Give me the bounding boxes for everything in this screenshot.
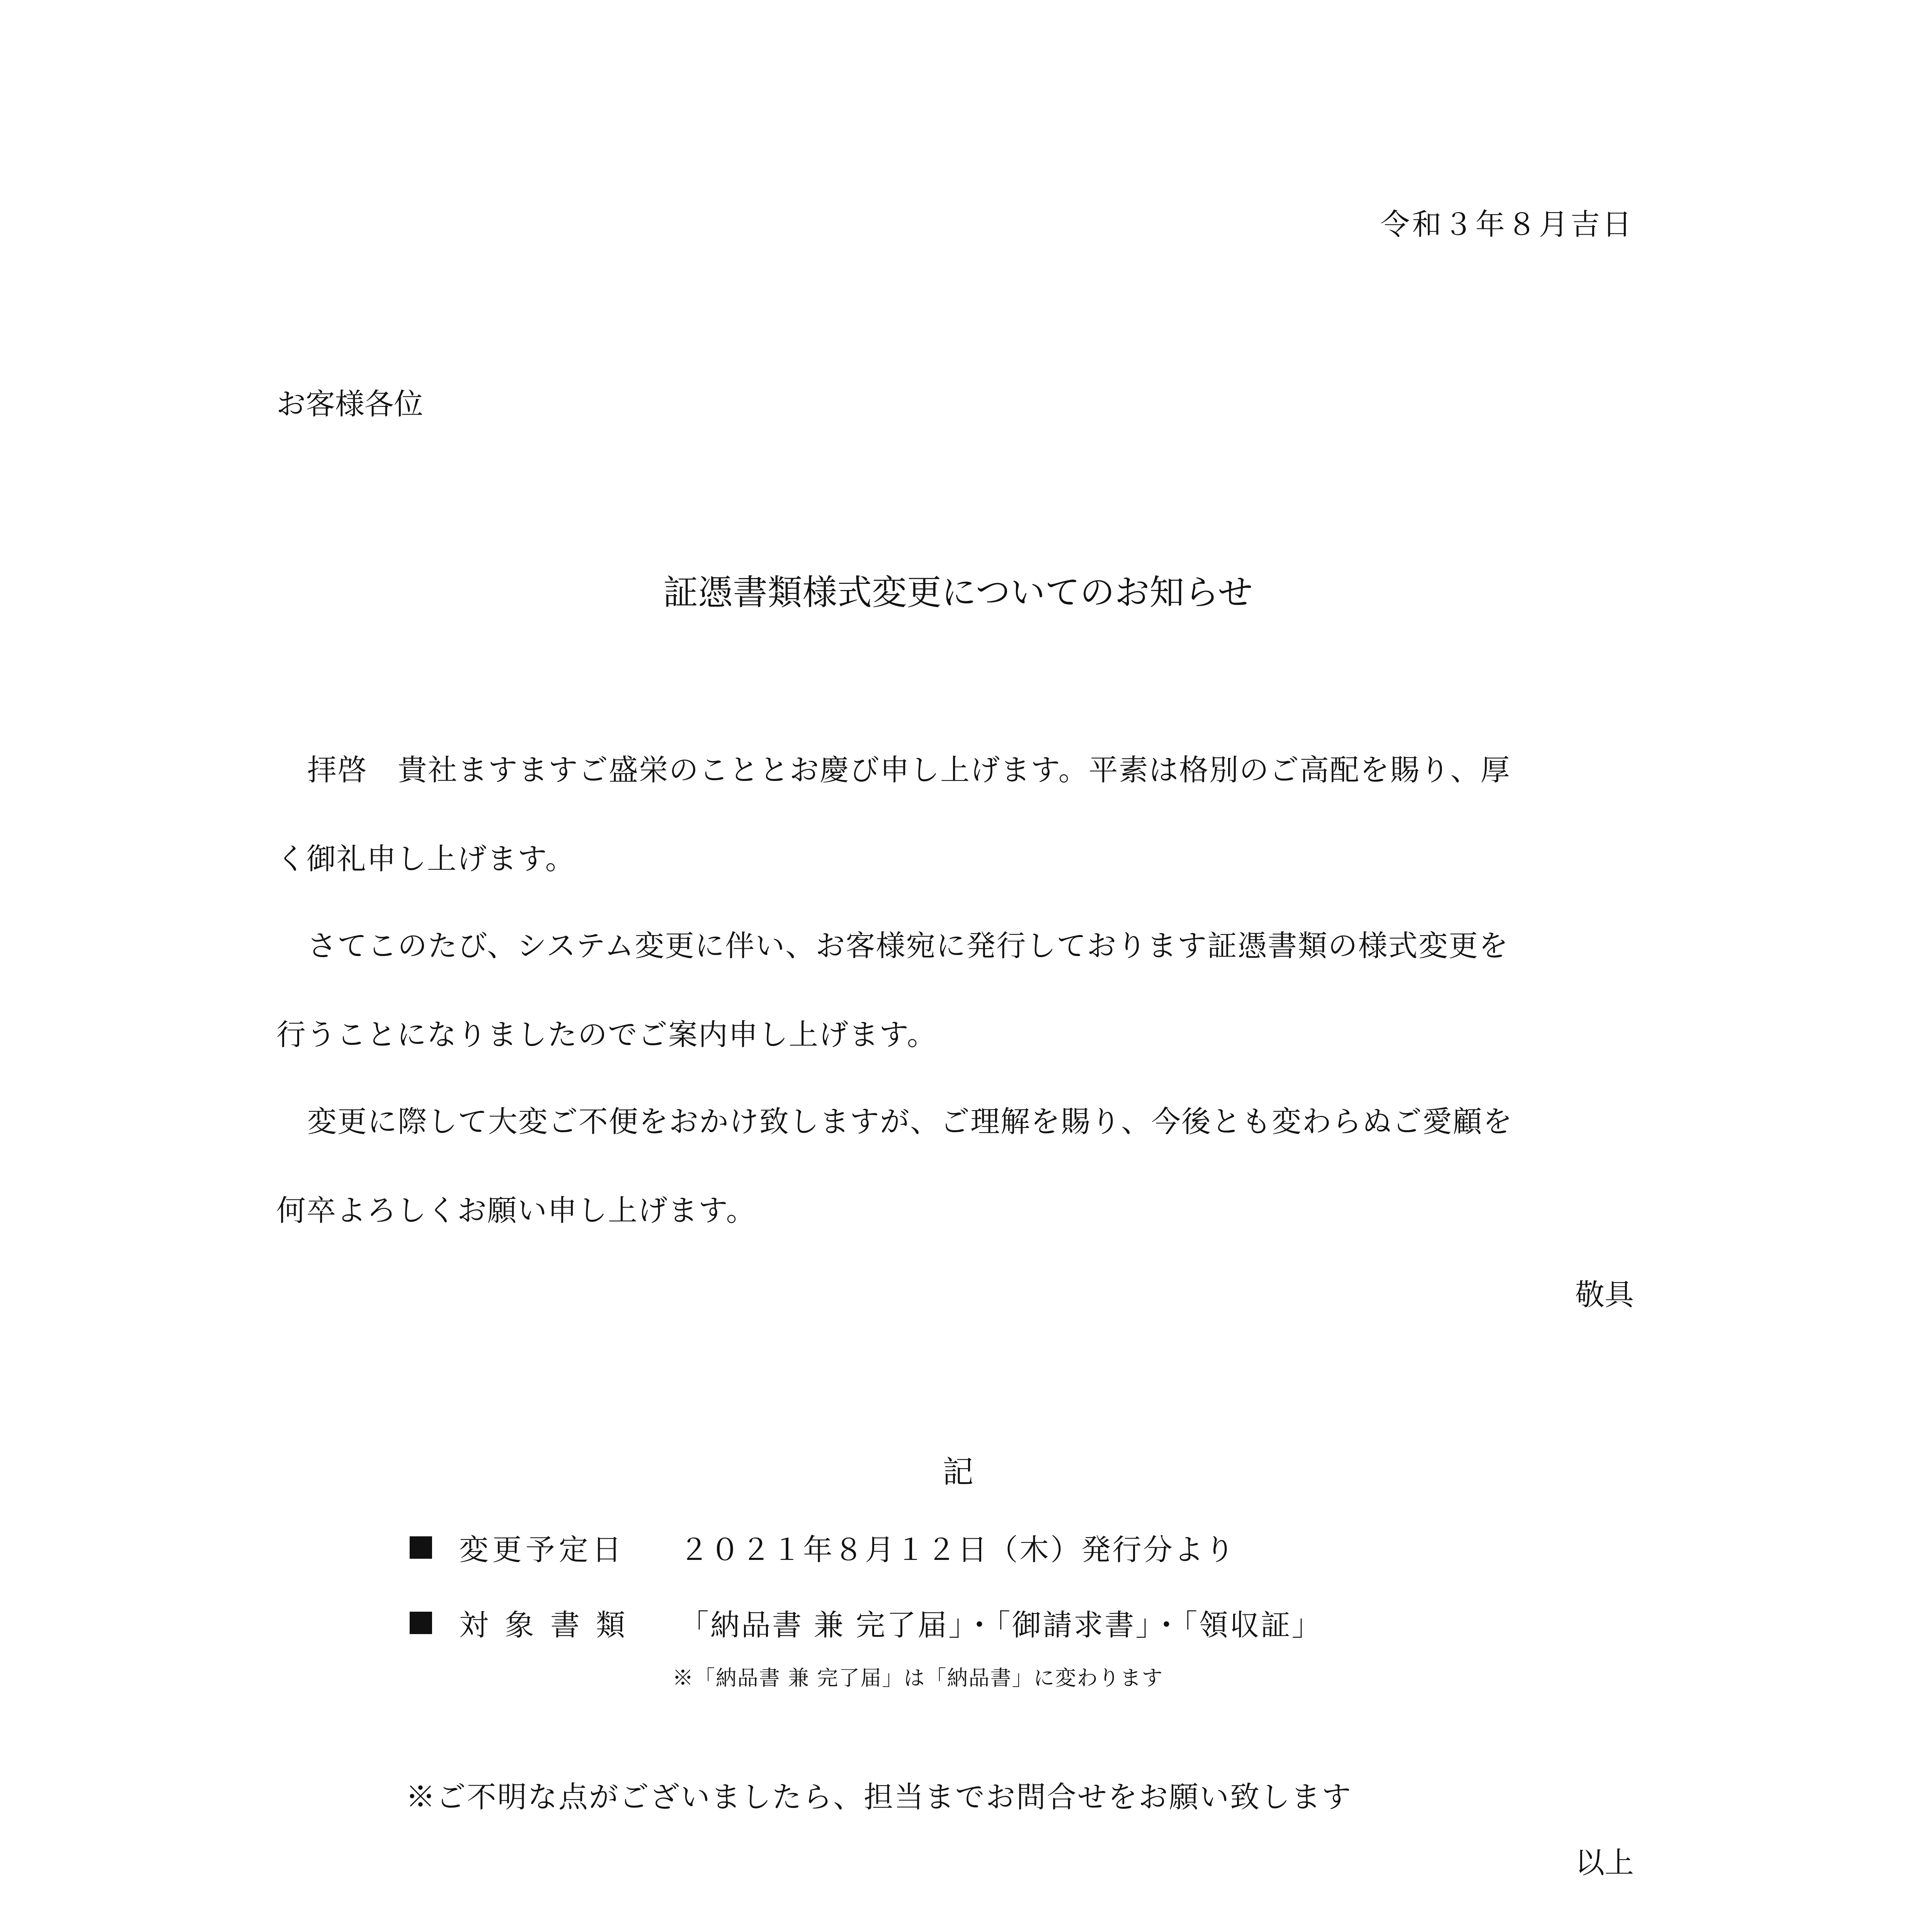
body-line: さてこのたび、システム変更に伴い、お客様宛に発行しております証憑書類の様式変更を [307,929,1509,963]
bullet-square-icon [410,1536,432,1559]
item-label: 変更予定日 [459,1532,625,1567]
body-line: 行うことになりましたのでご案内申し上げます。 [276,1017,937,1052]
ki-heading: 記 [943,1454,973,1490]
item-target-documents [410,1602,1322,1644]
addressee: お客様各位 [276,387,423,421]
item-change-date [410,1526,1236,1568]
item-note: ※「納品書 兼 完了届」は「納品書」に変わります [672,1666,1164,1690]
issue-date: 令和３年８月吉日 [1380,207,1634,242]
document-title: 証憑書類様式変更についてのお知らせ [663,572,1253,613]
item-value: ２０２１年８月１２日（木）発行分より [679,1532,1236,1567]
item-label: 対象書類 [459,1608,642,1642]
contact-note: ※ご不明な点がございましたら、担当までお問合せをお願い致します [406,1780,1352,1814]
body-line: 変更に際して大変ご不便をおかけ致しますが、ご理解を賜り、今後とも変わらぬご愛顧を [307,1104,1513,1139]
body-line: 何卒よろしくお願い申し上げます。 [276,1193,756,1228]
closing-keigu: 敬具 [1575,1277,1634,1312]
body-line: 拝啓 貴社ますますご盛栄のこととお慶び申し上げます。平素は格別のご高配を賜り、厚 [307,753,1511,787]
item-value: 「納品書 兼 完了届」・「御請求書」・「領収証」 [679,1608,1323,1642]
bullet-square-icon [410,1612,432,1634]
closing-ijou: 以上 [1575,1845,1634,1880]
body-line: く御礼申し上げます。 [276,842,575,876]
